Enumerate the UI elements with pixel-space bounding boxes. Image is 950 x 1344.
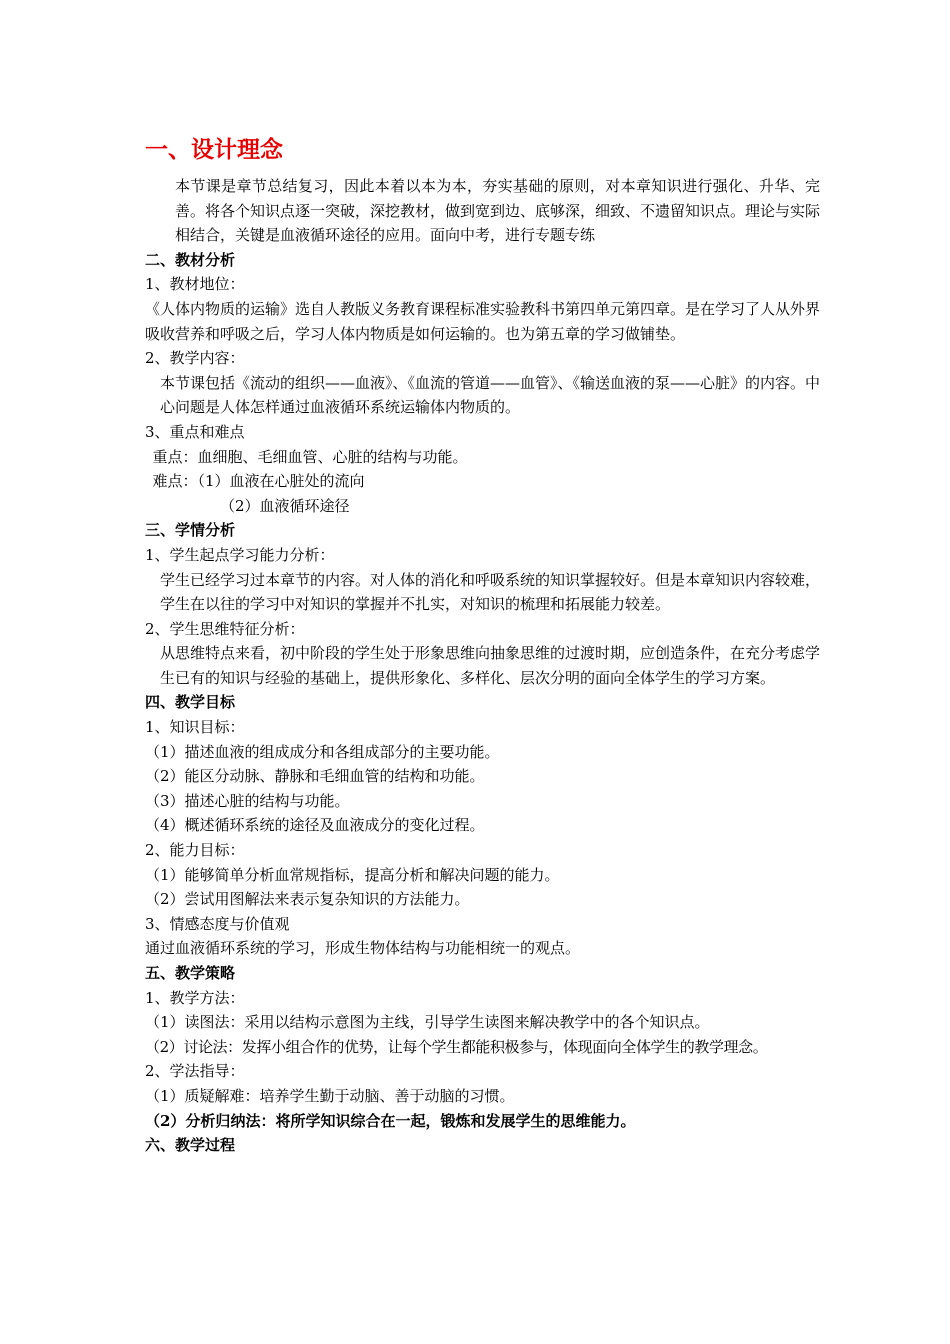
subheading-textbook-position: 1、教材地位：: [145, 275, 245, 294]
section-heading-teaching-strategy: 五、教学策略: [145, 964, 236, 982]
ability-goal-1: （1）能够简单分析血常规指标，提高分析和解决问题的能力。: [145, 865, 560, 884]
knowledge-goal-2: （2）能区分动脉、静脉和毛细血管的结构和功能。: [145, 767, 485, 786]
subheading-starting-ability: 1、学生起点学习能力分析：: [145, 545, 335, 564]
subheading-ability-goals: 2、能力目标：: [145, 841, 245, 860]
emotional-goal-1: 通过血液循环系统的学习，形成生物体结构与功能相统一的观点。: [145, 939, 581, 958]
section-heading-learner-analysis: 三、学情分析: [145, 521, 236, 540]
starting-ability-paragraph: 学生已经学习过本章节的内容。对人体的消化和呼吸系统的知识掌握较好。但是本章知识内容较难，学生在以往的学习中对知识的掌握并不扎实，对知识的梳理和拓展能力较差。: [160, 570, 821, 614]
subheading-thinking-features: 2、学生思维特征分析：: [145, 619, 305, 638]
difficult-points-line-1: 难点：（1）血液在心脏处的流向: [152, 472, 365, 491]
design-concept-paragraph: 本节课是章节总结复习，因此本着以本为本，夯实基础的原则，对本章知识进行强化、升华、完善。将各个知识点逐一突破，深挖教材，做到宽到边、底够深，细致、不遗留知识点。理论与实际相结合，关键是血液循环途径的应用。面向中考，进行专题专练: [175, 177, 821, 245]
teaching-method-2: （2）讨论法：发挥小组合作的优势，让每个学生都能积极参与，体现面向全体学生的教学理念。: [145, 1037, 768, 1056]
study-guidance-1: （1）质疑解难：培养学生勤于动脑、善于动脑的习惯。: [145, 1086, 515, 1105]
knowledge-goal-1: （1）描述血液的组成成分和各组成部分的主要功能。: [145, 742, 500, 761]
study-guidance-2: （2）分析归纳法：将所学知识综合在一起，锻炼和发展学生的思维能力。: [145, 1111, 636, 1130]
subheading-study-guidance: 2、学法指导：: [145, 1062, 245, 1081]
difficult-points-line-2: （2）血液循环途径: [220, 496, 350, 515]
teaching-content-paragraph: 本节课包括《流动的组织——血液》、《血流的管道——血管》、《输送血液的泵——心脏》的内容。中心问题是人体怎样通过血液循环系统运输体内物质的。: [160, 373, 821, 417]
section-heading-textbook-analysis: 二、教材分析: [145, 250, 236, 269]
subheading-teaching-content: 2、教学内容：: [145, 349, 245, 368]
key-points-line: 重点：血细胞、毛细血管、心脏的结构与功能。: [152, 447, 468, 466]
document-body: [145, 132, 820, 1158]
knowledge-goal-4: （4）概述循环系统的途径及血液成分的变化过程。: [145, 816, 485, 835]
textbook-position-paragraph: 《人体内物质的运输》选自人教版义务教育课程标准实验教科书第四单元第四章。是在学习了人从外界吸收营养和呼吸之后，学习人体内物质是如何运输的。也为第五章的学习做铺垫。: [145, 299, 821, 343]
thinking-features-paragraph: 从思维特点来看，初中阶段的学生处于形象思维向抽象思维的过渡时期，应创造条件，在充分考虑学生已有的知识与经验的基础上，提供形象化、多样化、层次分明的面向全体学生的学习方案。: [160, 644, 821, 687]
subheading-teaching-methods: 1、教学方法：: [145, 988, 245, 1007]
subheading-emotional-goals: 3、情感态度与价值观: [145, 914, 290, 933]
section-heading-teaching-goals: 四、教学目标: [145, 693, 236, 712]
subheading-key-difficult-points: 3、重点和难点: [145, 422, 245, 441]
ability-goal-2: （2）尝试用图解法来表示复杂知识的方法能力。: [145, 890, 470, 909]
teaching-method-1: （1）读图法：采用以结构示意图为主线，引导学生读图来解决教学中的各个知识点。: [145, 1013, 710, 1032]
section-title-design-concept: 一、设计理念: [145, 137, 283, 163]
subheading-knowledge-goals: 1、知识目标：: [145, 718, 245, 737]
knowledge-goal-3: （3）描述心脏的结构与功能。: [145, 791, 350, 810]
section-heading-teaching-process: 六、教学过程: [145, 1136, 236, 1155]
